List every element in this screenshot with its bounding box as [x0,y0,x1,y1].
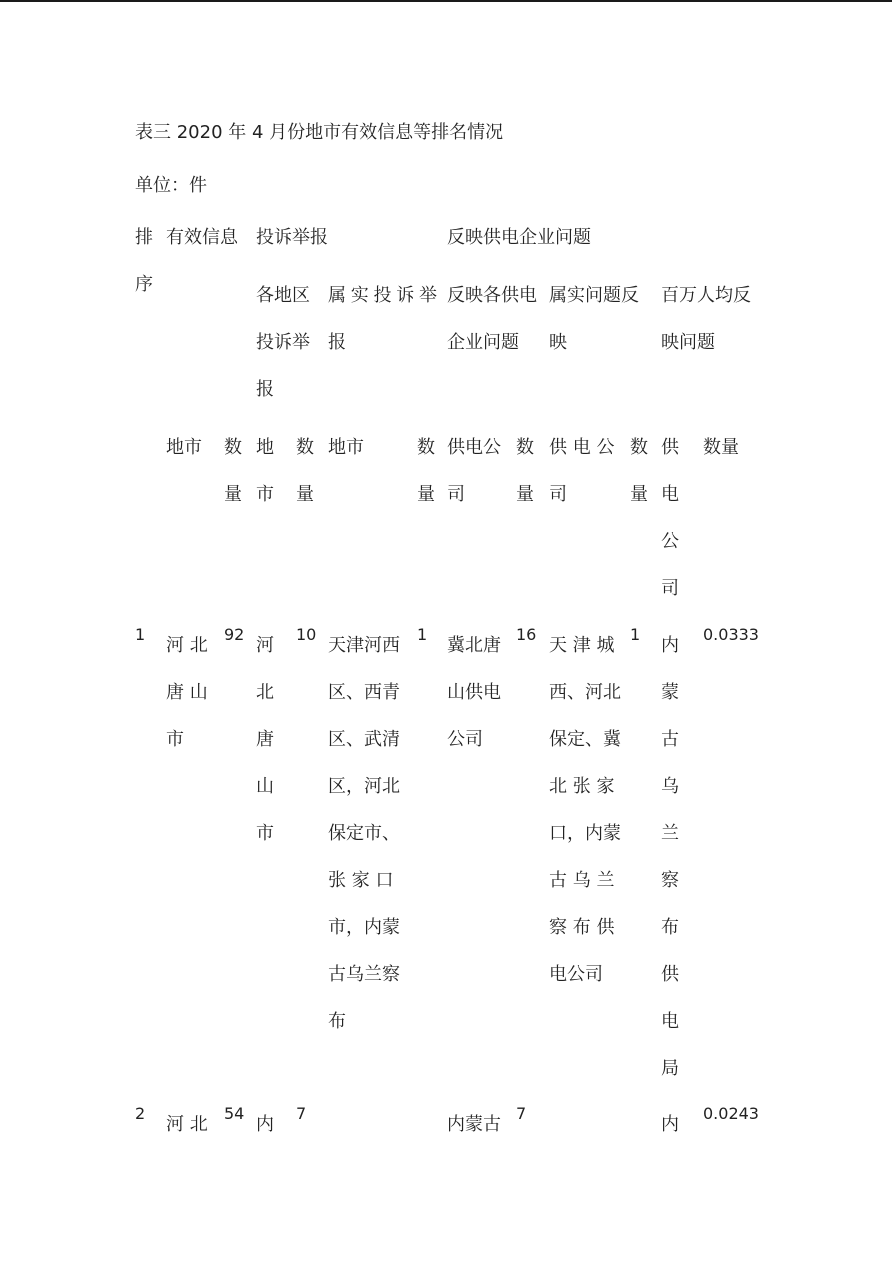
col-true-company-1: 供 电 公 [549,437,615,458]
page-top-border [0,0,892,2]
row2-city-count: 54 [224,1104,245,1123]
company-problems-header-2: 企业问题 [447,332,519,353]
row1-city-count: 92 [224,625,245,644]
per-million-header-1: 百万人均反 [661,285,751,306]
row1-region: 河 北 唐 山 市 [256,635,274,844]
row1-per-million-value: 0.0333 [703,625,759,644]
col-per-million-quantity: 数量 [703,437,739,458]
col-region-count-1: 数 [296,437,314,458]
row1-true-problem-count: 1 [630,625,641,644]
col-true-company-count-2: 量 [630,484,648,505]
row1-true-problem-companies: 天 津 城 西、河北 保定、冀 北 张 家 口，内蒙 古 乌 兰 察 布 供 电公司 [549,635,621,985]
col-company-count-2: 量 [516,484,534,505]
row2-region: 内 [256,1114,274,1135]
row1-true-complaint-count: 1 [417,625,428,644]
complaints-header: 投诉举报 [256,227,328,248]
col-true-complaint-count-2: 量 [417,484,435,505]
table-title: 表三 2020 年 4 月份地市有效信息等排名情况 [135,122,504,143]
row2-city: 河 北 [166,1114,208,1135]
col-region-count-2: 量 [296,484,314,505]
col-city: 地市 [166,437,202,458]
row1-city: 河 北 唐 山 市 [166,635,208,750]
row1-region-count: 10 [296,625,317,644]
per-million-header-2: 映问题 [661,332,715,353]
row2-per-million-value: 0.0243 [703,1104,759,1123]
effective-info-header: 有效信息 [166,227,238,248]
row1-company: 冀北唐 山供电 公司 [447,635,501,750]
true-problems-header-2: 映 [549,332,567,353]
region-complaints-header-1: 各地区 [256,285,310,306]
unit-label: 单位：件 [135,175,207,196]
col-per-million-company: 供 电 公 司 [661,437,679,599]
col-region-2: 市 [256,484,274,505]
row2-company-count: 7 [516,1104,527,1123]
true-complaints-header-1: 属实投诉举 [328,285,437,306]
col-city-count-1: 数 [224,437,242,458]
row2-company: 内蒙古 [447,1114,501,1135]
col-true-company-2: 司 [549,484,567,505]
row2-per-million-company: 内 [661,1114,679,1135]
col-company-1: 供电公 [447,437,501,458]
col-true-complaint-count-1: 数 [417,437,435,458]
col-city-count-2: 量 [224,484,242,505]
row1-rank: 1 [135,625,146,644]
col-company-2: 司 [447,484,465,505]
true-complaints-header-2: 报 [328,332,346,353]
region-complaints-header-3: 报 [256,379,274,400]
company-problems-header-1: 反映各供电 [447,285,537,306]
row1-per-million-company: 内 蒙 古 乌 兰 察 布 供 电 局 [661,635,679,1079]
rank-header-2: 序 [135,274,153,295]
col-region-1: 地 [256,437,274,458]
rank-header-1: 排 [135,227,153,248]
row1-true-complaint-cities: 天津河西 区、西青 区、武清 区，河北 保定市、 张 家 口 市，内蒙 古乌兰察 布 [328,635,400,1032]
col-company-count-1: 数 [516,437,534,458]
supply-problems-header: 反映供电企业问题 [447,227,591,248]
row2-rank: 2 [135,1104,146,1123]
col-true-company-count-1: 数 [630,437,648,458]
true-problems-header-1: 属实问题反 [549,285,639,306]
col-true-complaint-city: 地市 [328,437,364,458]
row2-region-count: 7 [296,1104,307,1123]
region-complaints-header-2: 投诉举 [256,332,310,353]
row1-company-count: 16 [516,625,537,644]
